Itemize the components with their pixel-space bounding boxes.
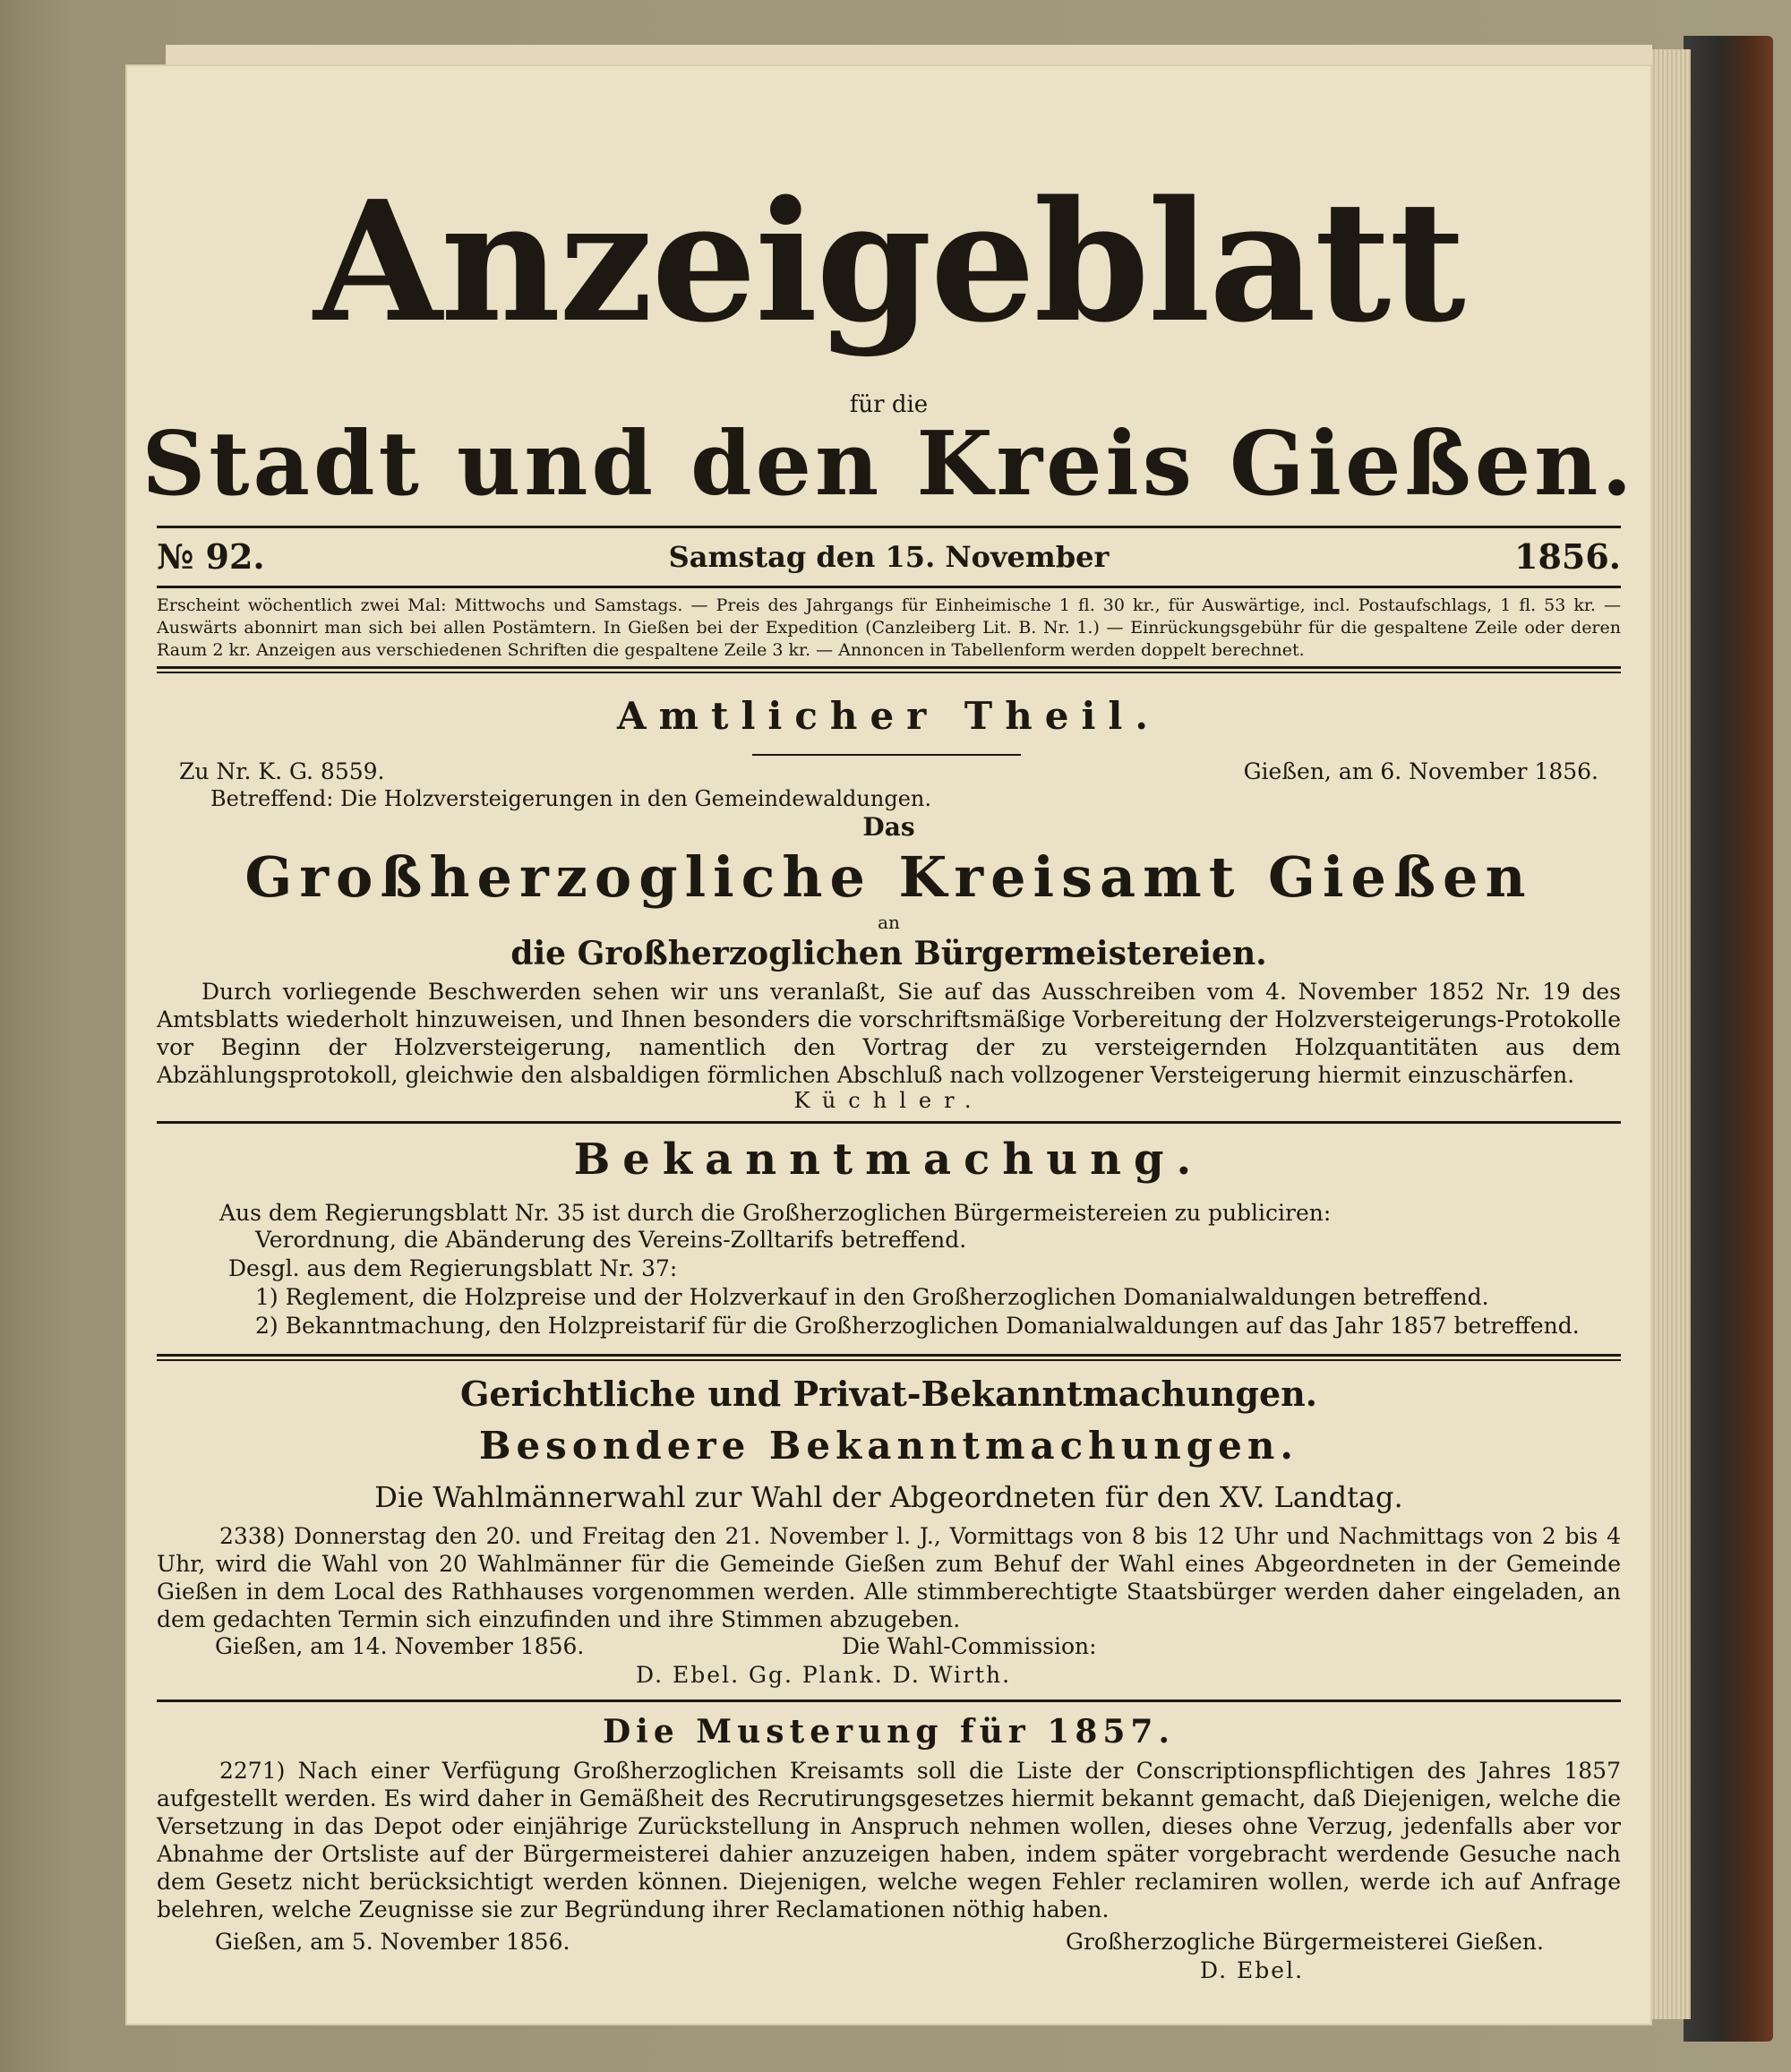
wahl-commission: Die Wahl-Commission: bbox=[842, 1633, 1097, 1659]
amtlich-rule bbox=[157, 1121, 1621, 1124]
amtlich-betreff: Betreffend: Die Holzversteigerungen in den Gemeindewaldungen. bbox=[210, 786, 931, 811]
wahl-text: 2338) Donnerstag den 20. und Freitag den 21. November l. J., Vormittags von 8 bis 12 Uhr und Nachmittags von 2 bis 4 Uhr, wird die Wahl von 20 Wahlmänner für die Gemeinde Gießen zum Behuf der Wahl eines Abgeordneten in der Gemeinde Gießen in dem Local des Rathhauses vorgenommen werden. Alle stimmberechtigte Staatsbürger werden daher eingeladen, an dem gedachten Termin sich einzufinden und ihre Stimmen abzugeben. bbox=[157, 1523, 1621, 1632]
masthead-rule-mid bbox=[157, 586, 1621, 588]
amtlich-text: Durch vorliegende Beschwerden sehen wir uns veranlaßt, Sie auf das Ausschreiben vom 4. November 1852 Nr. 19 des Amtsblatts wiederholt hinzuweisen, und Ihnen besonders die vorschriftsmäßige Vorbereitung der Holzversteigerungs-Protokolle vor Beginn der Holzversteigerung, namentlich den Vortrag der zu versteigernden Holzquantitäten aus dem Abzählungsprotokoll, gleichwie den alsbaldigen förmlichen Abschluß nach vollzogener Versteigerung hiermit einzuschärfen. bbox=[157, 979, 1621, 1088]
amtlich-ref: Zu Nr. K. G. 8559. bbox=[179, 758, 385, 784]
muster-text: 2271) Nach einer Verfügung Großherzoglichen Kreisamts soll die Liste der Conscriptionspflichtigen des Jahres 1857 aufgestellt werden. Es wird daher in Gemäßheit des Recrutirungsgesetzes hiermit bekannt gemacht, daß Diejenigen, welche die Versetzung in das Depot oder einjährige Zurückstellung in Anspruch nehmen wollen, dieses ohne Verzug, jedenfalls aber vor Abnahme der Ortsliste auf der Bürgermeisterei dahier anzuzeigen haben, indem später vorgebracht werdende Gesuche nach dem Gesetz nicht berücksichtigt werden können. Diejenigen, welche wegen Fehler reclamiren wollen, werde ich auf Anfrage belehren, welche Zeugnisse sie zur Begründung ihrer Reclamationen nöthig haben. bbox=[157, 1758, 1621, 1922]
masthead-rule-bottom-b bbox=[157, 672, 1621, 673]
muster-heading: Die Musterung für 1857. bbox=[602, 1713, 1176, 1751]
bekanntmachung-heading: Bekanntmachung. bbox=[573, 1134, 1204, 1185]
issue-line bbox=[125, 535, 1652, 579]
amtlich-heading: Amtlicher Theil. bbox=[617, 694, 1161, 738]
amtlich-place-date: Gießen, am 6. November 1856. bbox=[1243, 758, 1598, 784]
amtlich-signature: Küchler. bbox=[793, 1088, 984, 1113]
gericht-subheading: Besondere Bekanntmachungen. bbox=[478, 1424, 1299, 1468]
muster-date: Gießen, am 5. November 1856. bbox=[215, 1929, 570, 1955]
book-cover-edge bbox=[1684, 36, 1773, 2042]
masthead-title: Anzeigeblatt bbox=[313, 164, 1464, 359]
wahl-signers: D. Ebel. Gg. Plank. D. Wirth. bbox=[636, 1662, 1012, 1688]
wahl-rule bbox=[157, 1700, 1621, 1702]
bekanntmachung-line1: Aus dem Regierungsblatt Nr. 35 ist durch die Großherzoglichen Bürgermeistereien zu publiciren: bbox=[219, 1200, 1332, 1226]
issue-year: 1856. bbox=[1514, 536, 1621, 577]
bekanntmachung-rule-a bbox=[157, 1354, 1621, 1357]
bekanntmachung-item2: 2) Bekanntmachung, den Holzpreistarif für die Großherzoglichen Domanialwaldungen auf das Jahr 1857 betreffend. bbox=[255, 1313, 1580, 1339]
wahl-heading: Die Wahlmännerwahl zur Wahl der Abgeordneten für den XV. Landtag. bbox=[374, 1480, 1403, 1514]
issue-date: Samstag den 15. November bbox=[668, 540, 1110, 574]
bekanntmachung-line3: Desgl. aus dem Regierungsblatt Nr. 37: bbox=[228, 1255, 678, 1281]
subscription-terms: Erscheint wöchentlich zwei Mal: Mittwochs und Samstags. — Preis des Jahrgangs für Einheimische 1 fl. 30 kr., für Auswärtige, incl. Postaufschlags, 1 fl. 53 kr. — Auswärts abonnirt man sich bei allen Postämtern. In Gießen bei der Expedition (Canzleiberg Lit. B. Nr. 1.) — Einrückungsgebühr für die gespaltene Zeile oder deren Raum 2 kr. Anzeigen aus verschiedenen Schriften die gespaltene Zeile 3 kr. — Annoncen in Tabellenform werden doppelt berechnet. bbox=[157, 595, 1621, 660]
amtlich-das: Das bbox=[862, 812, 915, 842]
muster-office: Großherzogliche Bürgermeisterei Gießen. bbox=[1066, 1929, 1544, 1955]
amtlich-an: an bbox=[878, 912, 900, 933]
muster-signer: D. Ebel. bbox=[1200, 1957, 1305, 1983]
bekanntmachung-item1: 1) Reglement, die Holzpreise und der Holzverkauf in den Großherzoglichen Domanialwaldungen betreffend. bbox=[255, 1284, 1489, 1310]
wahl-date: Gießen, am 14. November 1856. bbox=[215, 1633, 585, 1659]
amtlich-ref-line bbox=[125, 758, 1652, 785]
masthead-rule-top bbox=[157, 526, 1621, 528]
masthead-fuer-die: für die bbox=[849, 391, 929, 418]
page-stack-edge bbox=[1646, 49, 1691, 2019]
amtlich-underline bbox=[752, 754, 1021, 756]
gericht-heading: Gerichtliche und Privat-Bekanntmachungen. bbox=[459, 1374, 1318, 1414]
masthead-rule-bottom-a bbox=[157, 666, 1621, 669]
issue-number: № 92. bbox=[157, 536, 265, 577]
amtlich-office: Großherzogliche Kreisamt Gießen bbox=[244, 844, 1533, 910]
bekanntmachung-rule-b bbox=[157, 1359, 1621, 1361]
masthead-subtitle: Stadt und den Kreis Gießen. bbox=[141, 413, 1636, 516]
bekanntmachung-line2: Verordnung, die Abänderung des Vereins-Zolltarifs betreffend. bbox=[255, 1227, 967, 1253]
amtlich-recipients: die Großherzoglichen Bürgermeistereien. bbox=[510, 935, 1267, 972]
newspaper-page bbox=[125, 64, 1652, 2025]
